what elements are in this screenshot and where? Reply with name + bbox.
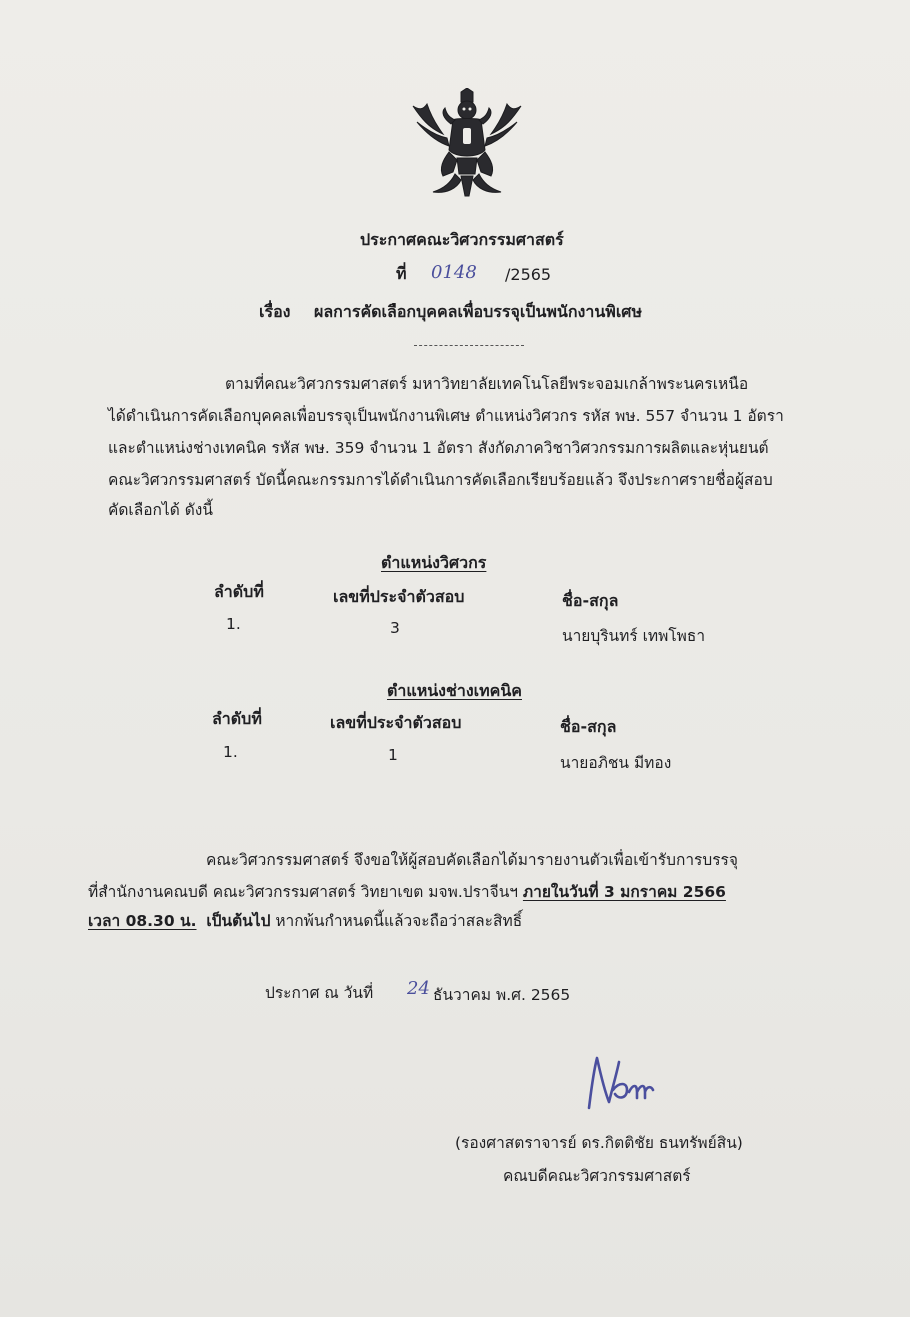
table-cell-exam-number: 3 xyxy=(390,619,400,637)
table-cell-exam-number: 1 xyxy=(388,746,398,764)
column-header-exam-number: เลขที่ประจำตัวสอบ xyxy=(330,713,462,732)
column-header-order: ลำดับที่ xyxy=(214,582,264,601)
intro-line: ตามที่คณะวิศวกรรมศาสตร์ มหาวิทยาลัยเทคโนโลยีพระจอมเกล้าพระนครเหนือ xyxy=(225,375,749,393)
table-cell-order: 1. xyxy=(223,743,238,761)
report-deadline-time: เวลา 08.30 น. xyxy=(88,912,197,930)
intro-line: และตำแหน่งช่างเทคนิค รหัส พษ. 359 จำนวน 1 อัตรา สังกัดภาควิชาวิศวกรรมการผลิตและหุ่นยนต์ xyxy=(108,439,769,457)
closing-line-1: คณะวิศวกรรมศาสตร์ จึงขอให้ผู้สอบคัดเลือกได้มารายงานตัวเพื่อเข้ารับการบรรจุ xyxy=(206,851,738,869)
announce-day-handwritten: 24 xyxy=(407,978,430,999)
announcement-title: ประกาศคณะวิศวกรรมศาสตร์ xyxy=(360,230,564,249)
header-divider xyxy=(414,345,524,346)
closing-line-2 xyxy=(88,879,726,904)
column-header-name: ชื่อ-สกุล xyxy=(560,717,617,736)
closing-line-3 xyxy=(88,908,522,933)
announcement-number-suffix: /2565 xyxy=(505,265,552,284)
closing-onwards: เป็นต้นไป xyxy=(206,912,271,930)
intro-line: คณะวิศวกรรมศาสตร์ บัดนี้คณะกรรมการได้ดำเนินการคัดเลือกเรียบร้อยแล้ว จึงประกาศรายชื่อผู้สอบ xyxy=(108,471,773,489)
intro-line: คัดเลือกได้ ดังนี้ xyxy=(108,501,213,519)
column-header-name: ชื่อ-สกุล xyxy=(562,591,619,610)
table-cell-name: นายอภิชน มีทอง xyxy=(560,754,672,772)
handwritten-signature-icon xyxy=(583,1052,655,1110)
table-cell-order: 1. xyxy=(226,615,241,633)
signatory-title: คณบดีคณะวิศวกรรมศาสตร์ xyxy=(503,1167,691,1185)
subject-label: เรื่อง xyxy=(259,302,291,321)
table-cell-name: นายบุรินทร์ เทพโพธา xyxy=(562,627,706,645)
subject-text: ผลการคัดเลือกบุคคลเพื่อบรรจุเป็นพนักงานพิเศษ xyxy=(314,302,643,321)
report-deadline-date: ภายในวันที่ 3 มกราคม 2566 xyxy=(522,883,726,901)
signatory-name: (รองศาสตราจารย์ ดร.กิตติชัย ธนทรัพย์สิน) xyxy=(455,1134,743,1152)
intro-line: ได้ดำเนินการคัดเลือกบุคคลเพื่อบรรจุเป็นพนักงานพิเศษ ตำแหน่งวิศวกร รหัส พษ. 557 จำนวน 1 อัตรา xyxy=(108,407,784,425)
announcement-number-handwritten: 0148 xyxy=(431,262,477,283)
closing-line-2-plain: ที่สำนักงานคณบดี คณะวิศวกรรมศาสตร์ วิทยาเขต มจพ.ปราจีนฯ xyxy=(88,883,523,901)
column-header-order: ลำดับที่ xyxy=(212,709,262,728)
position-title-technician: ตำแหน่งช่างเทคนิค xyxy=(387,681,522,700)
column-header-exam-number: เลขที่ประจำตัวสอบ xyxy=(333,587,465,606)
announcement-number-prefix: ที่ xyxy=(396,264,407,283)
position-title-engineer: ตำแหน่งวิศวกร xyxy=(381,553,487,572)
closing-line-3-plain: หากพ้นกำหนดนี้แล้วจะถือว่าสละสิทธิ์ xyxy=(275,912,523,930)
announce-date-prefix: ประกาศ ณ วันที่ xyxy=(265,984,374,1002)
garuda-emblem-icon xyxy=(403,88,531,200)
announce-date-suffix: ธันวาคม พ.ศ. 2565 xyxy=(433,986,571,1004)
